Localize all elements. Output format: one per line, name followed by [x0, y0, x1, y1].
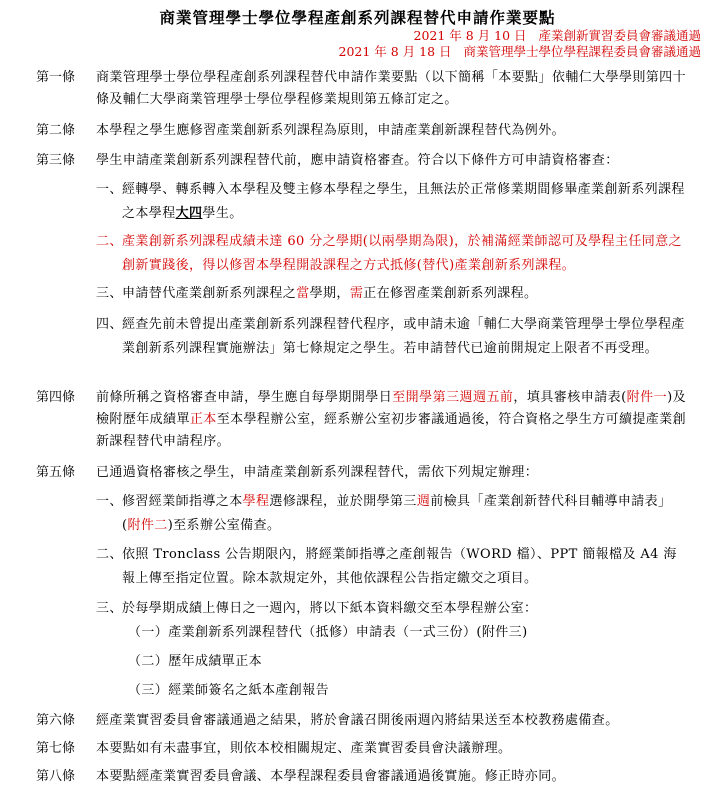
item-text: 於每學期成績上傳日之一週內，將以下紙本資料繳交至本學程辦公室：	[122, 601, 538, 616]
submission-item-2: （二）歷年成績單正本	[128, 654, 263, 669]
article-3-item-4	[96, 313, 686, 361]
article-5-label: 第五條	[36, 465, 76, 480]
article-7-text: 本要點如有未盡事宜，則依本校相關規定、產業實習委員會決議辦理。	[96, 741, 512, 756]
document-title: 商業管理學士學位學程產創系列課程替代申請作業要點	[159, 8, 556, 27]
article-3-item-1	[96, 178, 686, 226]
article-text: ，填具審核申請表(	[513, 390, 627, 405]
article-text: 至本學程辦公室，經系辦公室初步審議通過後，符合資格之學生方可續提產業創新課程替代申請程序。	[96, 412, 686, 449]
approval-date-1: 2021 年 8 月 10 日	[413, 28, 527, 43]
item-text: )至系辦公室備查。	[167, 518, 281, 533]
article-8-label: 第八條	[36, 769, 76, 784]
article-text: 前條所稱之資格審查申請，學生應自每學期開學日	[96, 390, 393, 405]
article-7-label: 第七條	[36, 741, 76, 756]
item-number: 三、	[96, 601, 123, 616]
article-1-label: 第一條	[36, 70, 76, 85]
item-text: 經轉學、轉系轉入本學程及雙主修本學程之學生，且無法於正常修業期間修畢產業創新系列課程之本學程	[122, 182, 685, 221]
article-1-text: 商業管理學士學位學程產創系列課程替代申請作業要點（以下簡稱「本要點」依輔仁大學學則第四十條及輔仁大學商業管理學士學位學程修業規則第五條訂定之。	[96, 70, 686, 107]
item-text: 正在修習產業創新系列課程。	[363, 286, 538, 301]
approval-date-2: 2021 年 8 月 18 日	[338, 44, 452, 59]
item-text: 修習經業師指導之本	[122, 494, 243, 509]
article-3-text: 學生申請產業創新系列課程替代前，應申請資格審查。符合以下條件方可申請資格審查：	[96, 153, 619, 168]
attachment-ref: 附件二	[127, 518, 168, 533]
approval-body-2: 商業管理學士學位學程課程委員會審議通過	[463, 44, 701, 59]
emphasis-text: 至開學第三週週五前	[392, 390, 514, 405]
emphasis-text: 需	[349, 286, 364, 301]
emphasis-text: 大四	[175, 206, 203, 221]
article-3-item-3	[96, 282, 686, 306]
submission-item-1: （一）產業創新系列課程替代（抵修）申請表（一式三份）(附件三)	[128, 625, 528, 640]
item-text: 選修課程，並於開學第三	[269, 494, 417, 509]
article-4-label: 第四條	[36, 390, 76, 405]
emphasis-text: 學程	[242, 494, 270, 509]
emphasis-text: 當	[296, 286, 310, 301]
article-5-text: 已通過資格審核之學生，申請產業創新系列課程替代，需依下列規定辦理：	[96, 465, 539, 480]
item-text: 產業創新系列課程成績未達 60 分之學期(以兩學期為限)，於補滿經業師認可及學程主任同意之創新實踐後，得以修習本學程開設課程之方式抵修(替代)產業創新系列課程。	[122, 234, 682, 273]
item-text-end: 學生。	[202, 206, 243, 221]
emphasis-text: 正本	[189, 412, 217, 427]
article-5-item-3	[96, 597, 686, 621]
article-8-text: 本要點經產業實習委員會議、本學程課程委員會審議通過後實施。修正時亦同。	[96, 769, 566, 784]
item-text: 依照 Tronclass 公告期限內，將經業師指導之產創報告（WORD 檔）、PPT 簡報檔及 A4 海報上傳至指定位置。除本款規定外，其他依課程公告指定繳交之項目。	[122, 547, 677, 586]
article-2-label: 第二條	[36, 123, 76, 138]
item-number: 三、	[96, 286, 123, 301]
item-number: 二、	[96, 547, 123, 562]
article-3-label: 第三條	[36, 153, 76, 168]
article-5-item-1	[96, 490, 686, 538]
submission-item-3: （三）經業師簽名之紙本產創報告	[128, 683, 330, 698]
article-6-text: 經產業實習委員會審議通過之結果，將於會議召開後兩週內將結果送至本校教務處備查。	[96, 713, 619, 728]
article-3-item-2	[96, 230, 686, 278]
item-number: 一、	[96, 494, 123, 509]
emphasis-text: 週	[416, 494, 431, 509]
approval-line-2	[339, 42, 701, 60]
article-text: )及檢附歷年成績單	[96, 390, 686, 427]
article-6-label: 第六條	[36, 713, 76, 728]
item-text: 申請替代產業創新系列課程之	[122, 286, 297, 301]
item-number: 四、	[96, 317, 123, 332]
item-text: 經查先前未曾提出產業創新系列課程替代程序，或申請未逾「輔仁大學商業管理學士學位學程產業創新系列課程實施辦法」第七條規定之學生。若申請替代已逾前開規定上限者不再受理。	[122, 317, 685, 356]
item-number: 一、	[96, 182, 123, 197]
attachment-ref: 附件一	[626, 390, 668, 405]
item-text: 學期，	[309, 286, 350, 301]
item-number: 二、	[96, 234, 123, 249]
approval-body-1: 產業創新實習委員會審議通過	[538, 28, 701, 43]
item-text: 前檢具「產業創新替代科目輔導申請表」(	[122, 494, 672, 533]
article-2-text: 本學程之學生應修習產業創新系列課程為原則，申請產業創新課程替代為例外。	[96, 123, 566, 138]
article-4-text	[96, 387, 686, 453]
article-5-item-2	[96, 543, 686, 591]
